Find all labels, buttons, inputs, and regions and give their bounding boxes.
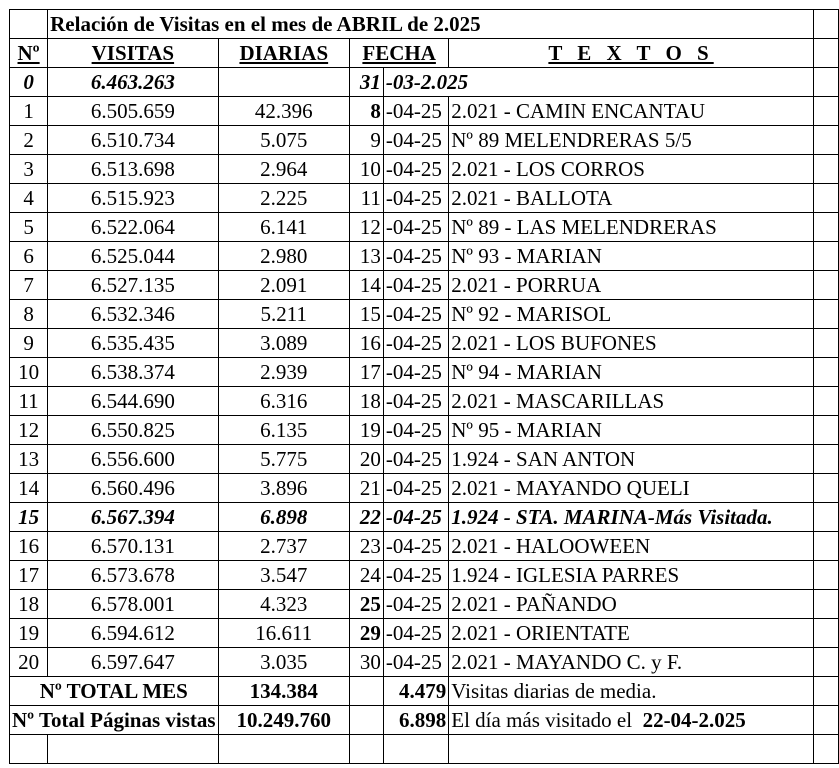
table-row: [10, 503, 839, 532]
row-diarias[interactable]: 6.898: [218, 503, 349, 532]
row-date-suffix[interactable]: -04-25: [383, 619, 448, 648]
table-row: [10, 416, 839, 445]
cell[interactable]: [813, 10, 838, 39]
row-texto[interactable]: 1.924 - SAN ANTON: [449, 445, 814, 474]
row-diarias[interactable]: 3.089: [218, 329, 349, 358]
header-textos[interactable]: T E X T O S: [449, 39, 814, 68]
cell[interactable]: [813, 590, 838, 619]
row-day[interactable]: 25: [350, 590, 384, 619]
row-texto[interactable]: 2.021 - HALOOWEEN: [449, 532, 814, 561]
row-day[interactable]: 8: [350, 97, 384, 126]
row-visitas[interactable]: 6.578.001: [48, 590, 218, 619]
row-texto[interactable]: 1.924 - STA. MARINA-Más Visitada.: [449, 503, 814, 532]
cell[interactable]: [10, 735, 48, 764]
row-visitas[interactable]: 6.535.435: [48, 329, 218, 358]
row-day[interactable]: 18: [350, 387, 384, 416]
row-day[interactable]: 14: [350, 271, 384, 300]
row-visitas[interactable]: 6.525.044: [48, 242, 218, 271]
row-texto[interactable]: 2.021 - CAMIN ENCANTAU: [449, 97, 814, 126]
row-diarias[interactable]: 2.737: [218, 532, 349, 561]
row-date-suffix[interactable]: -04-25: [383, 358, 448, 387]
start-num[interactable]: 0: [10, 68, 48, 97]
row-num[interactable]: 10: [10, 358, 48, 387]
row-num[interactable]: 3: [10, 155, 48, 184]
media-text[interactable]: Visitas diarias de media.: [449, 677, 814, 706]
cell[interactable]: [813, 242, 838, 271]
cell[interactable]: [813, 619, 838, 648]
max-text-cell[interactable]: [449, 706, 814, 735]
row-texto[interactable]: Nº 92 - MARISOL: [449, 300, 814, 329]
row-num[interactable]: 16: [10, 532, 48, 561]
row-day[interactable]: 23: [350, 532, 384, 561]
cell[interactable]: [813, 706, 838, 735]
row-day[interactable]: 30: [350, 648, 384, 677]
row-day[interactable]: 10: [350, 155, 384, 184]
max-text: El día más visitado el: [451, 707, 633, 732]
media-value[interactable]: 4.479: [383, 677, 448, 706]
row-date-suffix[interactable]: -04-25: [383, 300, 448, 329]
row-num[interactable]: 17: [10, 561, 48, 590]
row-date-suffix[interactable]: -04-25: [383, 648, 448, 677]
row-texto[interactable]: 2.021 - MAYANDO C. y F.: [449, 648, 814, 677]
row-date-suffix[interactable]: -04-25: [383, 503, 448, 532]
row-num[interactable]: 11: [10, 387, 48, 416]
visits-table: [9, 9, 839, 764]
header-diarias[interactable]: DIARIAS: [218, 39, 349, 68]
table-row: [10, 648, 839, 677]
row-visitas[interactable]: 6.556.600: [48, 445, 218, 474]
cell[interactable]: [813, 474, 838, 503]
row-texto[interactable]: Nº 94 - MARIAN: [449, 358, 814, 387]
row-texto[interactable]: 2.021 - LOS CORROS: [449, 155, 814, 184]
row-date-suffix[interactable]: -04-25: [383, 474, 448, 503]
paginas-label[interactable]: Nº Total Páginas vistas: [10, 706, 219, 735]
row-visitas[interactable]: 6.560.496: [48, 474, 218, 503]
header-fecha[interactable]: FECHA: [350, 39, 449, 68]
row-date-suffix[interactable]: -04-25: [383, 416, 448, 445]
row-day[interactable]: 19: [350, 416, 384, 445]
row-day[interactable]: 13: [350, 242, 384, 271]
cell[interactable]: [350, 706, 384, 735]
total-mes-label[interactable]: Nº TOTAL MES: [10, 677, 219, 706]
sheet-title[interactable]: Relación de Visitas en el mes de ABRIL de 2.025: [48, 10, 814, 39]
row-diarias[interactable]: 6.316: [218, 387, 349, 416]
cell[interactable]: [813, 561, 838, 590]
cell[interactable]: [813, 68, 838, 97]
row-day[interactable]: 22: [350, 503, 384, 532]
total-mes-row: [10, 677, 839, 706]
cell[interactable]: [449, 735, 814, 764]
row-day[interactable]: 20: [350, 445, 384, 474]
cell[interactable]: [813, 387, 838, 416]
row-texto[interactable]: 2.021 - LOS BUFONES: [449, 329, 814, 358]
row-num[interactable]: 4: [10, 184, 48, 213]
cell[interactable]: [813, 97, 838, 126]
row-visitas[interactable]: 6.573.678: [48, 561, 218, 590]
row-visitas[interactable]: 6.510.734: [48, 126, 218, 155]
row-visitas[interactable]: 6.505.659: [48, 97, 218, 126]
row-diarias[interactable]: 2.091: [218, 271, 349, 300]
table-row: [10, 213, 839, 242]
row-diarias[interactable]: 16.611: [218, 619, 349, 648]
header-num[interactable]: Nº: [10, 39, 48, 68]
row-visitas[interactable]: 6.594.612: [48, 619, 218, 648]
paginas-value[interactable]: 10.249.760: [218, 706, 349, 735]
row-diarias[interactable]: 3.547: [218, 561, 349, 590]
table-row: [10, 184, 839, 213]
cell[interactable]: [218, 735, 349, 764]
cell[interactable]: [813, 271, 838, 300]
row-num[interactable]: 7: [10, 271, 48, 300]
cell[interactable]: [813, 416, 838, 445]
row-date-suffix[interactable]: -04-25: [383, 329, 448, 358]
cell[interactable]: [350, 735, 384, 764]
row-num[interactable]: 14: [10, 474, 48, 503]
row-visitas[interactable]: 6.597.647: [48, 648, 218, 677]
row-visitas[interactable]: 6.550.825: [48, 416, 218, 445]
table-row: [10, 97, 839, 126]
start-date-suffix[interactable]: -03-2.025: [383, 68, 813, 97]
row-diarias[interactable]: 5.211: [218, 300, 349, 329]
row-num[interactable]: 19: [10, 619, 48, 648]
row-diarias[interactable]: 2.980: [218, 242, 349, 271]
row-diarias[interactable]: 4.323: [218, 590, 349, 619]
header-visitas[interactable]: VISITAS: [48, 39, 218, 68]
paginas-row: [10, 706, 839, 735]
row-visitas[interactable]: 6.544.690: [48, 387, 218, 416]
cell[interactable]: [813, 503, 838, 532]
row-num[interactable]: 13: [10, 445, 48, 474]
row-num[interactable]: 18: [10, 590, 48, 619]
cell[interactable]: [813, 532, 838, 561]
table-row: [10, 387, 839, 416]
row-num[interactable]: 12: [10, 416, 48, 445]
cell[interactable]: [48, 735, 218, 764]
cell[interactable]: [813, 300, 838, 329]
row-diarias[interactable]: 3.896: [218, 474, 349, 503]
row-texto[interactable]: 2.021 - PORRUA: [449, 271, 814, 300]
row-visitas[interactable]: 6.515.923: [48, 184, 218, 213]
cell[interactable]: [813, 648, 838, 677]
row-diarias[interactable]: 2.964: [218, 155, 349, 184]
cell[interactable]: [813, 677, 838, 706]
table-row: [10, 300, 839, 329]
start-row: [10, 68, 839, 97]
start-visitas[interactable]: 6.463.263: [48, 68, 218, 97]
max-value[interactable]: 6.898: [383, 706, 448, 735]
row-date-suffix[interactable]: -04-25: [383, 155, 448, 184]
row-visitas[interactable]: 6.527.135: [48, 271, 218, 300]
table-row: [10, 242, 839, 271]
table-row: [10, 329, 839, 358]
row-diarias[interactable]: 42.396: [218, 97, 349, 126]
row-date-suffix[interactable]: -04-25: [383, 387, 448, 416]
row-num[interactable]: 8: [10, 300, 48, 329]
empty-row: [10, 735, 839, 764]
row-num[interactable]: 20: [10, 648, 48, 677]
row-visitas[interactable]: 6.532.346: [48, 300, 218, 329]
row-day[interactable]: 29: [350, 619, 384, 648]
row-date-suffix[interactable]: -04-25: [383, 213, 448, 242]
row-day[interactable]: 11: [350, 184, 384, 213]
row-texto[interactable]: Nº 95 - MARIAN: [449, 416, 814, 445]
cell[interactable]: [383, 735, 448, 764]
row-day[interactable]: 12: [350, 213, 384, 242]
row-day[interactable]: 24: [350, 561, 384, 590]
row-texto[interactable]: 2.021 - MASCARILLAS: [449, 387, 814, 416]
row-diarias[interactable]: 2.939: [218, 358, 349, 387]
row-day[interactable]: 16: [350, 329, 384, 358]
row-diarias[interactable]: 5.075: [218, 126, 349, 155]
cell[interactable]: [813, 329, 838, 358]
row-day[interactable]: 21: [350, 474, 384, 503]
row-texto[interactable]: Nº 89 MELENDRERAS 5/5: [449, 126, 814, 155]
cell[interactable]: [813, 735, 838, 764]
table-row: [10, 532, 839, 561]
cell[interactable]: [10, 10, 48, 39]
row-texto[interactable]: Nº 89 - LAS MELENDRERAS: [449, 213, 814, 242]
row-num[interactable]: 5: [10, 213, 48, 242]
table-row: [10, 590, 839, 619]
cell[interactable]: [350, 677, 384, 706]
row-visitas[interactable]: 6.570.131: [48, 532, 218, 561]
table-row: [10, 445, 839, 474]
row-day[interactable]: 17: [350, 358, 384, 387]
table-row: [10, 271, 839, 300]
row-day[interactable]: 9: [350, 126, 384, 155]
title-row: [10, 10, 839, 39]
row-date-suffix[interactable]: -04-25: [383, 271, 448, 300]
cell[interactable]: [813, 213, 838, 242]
table-row: [10, 619, 839, 648]
row-date-suffix[interactable]: -04-25: [383, 97, 448, 126]
row-texto[interactable]: 2.021 - MAYANDO QUELI: [449, 474, 814, 503]
row-texto[interactable]: 2.021 - PAÑANDO: [449, 590, 814, 619]
row-visitas[interactable]: 6.567.394: [48, 503, 218, 532]
start-day[interactable]: 31: [350, 68, 384, 97]
row-num[interactable]: 2: [10, 126, 48, 155]
cell[interactable]: [813, 126, 838, 155]
row-diarias[interactable]: 6.135: [218, 416, 349, 445]
row-diarias[interactable]: 2.225: [218, 184, 349, 213]
table-row: [10, 126, 839, 155]
total-mes-value[interactable]: 134.384: [218, 677, 349, 706]
row-texto[interactable]: 2.021 - ORIENTATE: [449, 619, 814, 648]
table-row: [10, 561, 839, 590]
row-date-suffix[interactable]: -04-25: [383, 242, 448, 271]
row-date-suffix[interactable]: -04-25: [383, 184, 448, 213]
row-num[interactable]: 9: [10, 329, 48, 358]
row-texto[interactable]: Nº 93 - MARIAN: [449, 242, 814, 271]
row-visitas[interactable]: 6.538.374: [48, 358, 218, 387]
row-texto[interactable]: 1.924 - IGLESIA PARRES: [449, 561, 814, 590]
cell[interactable]: [813, 445, 838, 474]
row-day[interactable]: 15: [350, 300, 384, 329]
table-row: [10, 358, 839, 387]
row-date-suffix[interactable]: -04-25: [383, 561, 448, 590]
table-row: [10, 155, 839, 184]
header-row: [10, 39, 839, 68]
cell[interactable]: [813, 155, 838, 184]
row-texto[interactable]: 2.021 - BALLOTA: [449, 184, 814, 213]
cell[interactable]: [813, 39, 838, 68]
max-date: 22-04-2.025: [642, 707, 746, 732]
row-date-suffix[interactable]: -04-25: [383, 532, 448, 561]
cell[interactable]: [218, 68, 349, 97]
cell[interactable]: [813, 184, 838, 213]
row-num[interactable]: 1: [10, 97, 48, 126]
row-num[interactable]: 6: [10, 242, 48, 271]
table-row: [10, 474, 839, 503]
row-date-suffix[interactable]: -04-25: [383, 590, 448, 619]
row-diarias[interactable]: 5.775: [218, 445, 349, 474]
cell[interactable]: [813, 358, 838, 387]
row-visitas[interactable]: 6.513.698: [48, 155, 218, 184]
row-date-suffix[interactable]: -04-25: [383, 445, 448, 474]
row-visitas[interactable]: 6.522.064: [48, 213, 218, 242]
row-num[interactable]: 15: [10, 503, 48, 532]
row-diarias[interactable]: 6.141: [218, 213, 349, 242]
row-diarias[interactable]: 3.035: [218, 648, 349, 677]
row-date-suffix[interactable]: -04-25: [383, 126, 448, 155]
